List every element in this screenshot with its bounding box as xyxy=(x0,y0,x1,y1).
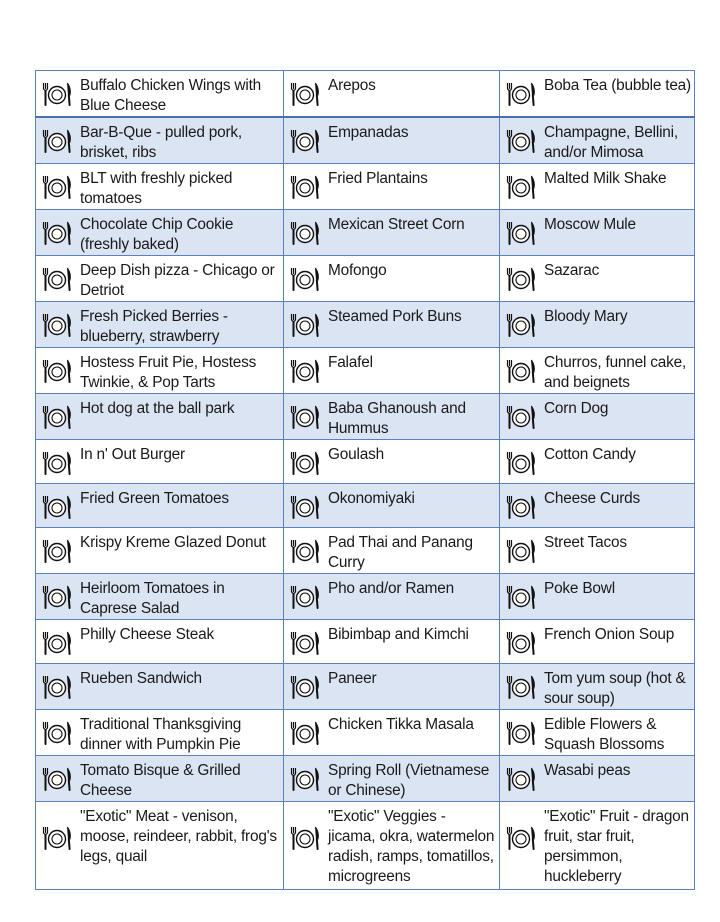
plate-with-fork-and-knife-icon xyxy=(40,584,74,610)
food-cell xyxy=(284,528,500,574)
food-item-label: Wasabi peas xyxy=(544,762,631,779)
food-cell xyxy=(500,117,695,164)
food-cell xyxy=(36,756,284,802)
food-cell xyxy=(284,802,500,890)
plate-with-fork-and-knife-icon xyxy=(40,825,74,851)
food-item xyxy=(284,256,499,292)
food-cell xyxy=(500,71,695,118)
plate-with-fork-and-knife-icon xyxy=(288,220,322,246)
food-item-label: Bloody Mary xyxy=(544,308,628,325)
food-cell xyxy=(36,256,284,302)
food-cell xyxy=(36,302,284,348)
table-row xyxy=(36,256,695,302)
plate-with-fork-and-knife-icon xyxy=(504,584,538,610)
food-item-label: Empanadas xyxy=(328,124,409,141)
table-row xyxy=(36,620,695,664)
food-item-label: Heirloom Tomatoes in Caprese Salad xyxy=(80,580,225,617)
table-row xyxy=(36,210,695,256)
plate-with-fork-and-knife-icon xyxy=(288,358,322,384)
plate-with-fork-and-knife-icon xyxy=(40,312,74,338)
food-item xyxy=(36,756,283,801)
plate-with-fork-and-knife-icon xyxy=(504,720,538,746)
plate-with-fork-and-knife-icon xyxy=(504,630,538,656)
plate-with-fork-and-knife-icon xyxy=(288,630,322,656)
plate-with-fork-and-knife-icon xyxy=(504,358,538,384)
food-cell xyxy=(36,802,284,890)
food-item xyxy=(284,574,499,610)
plate-with-fork-and-knife-icon xyxy=(504,81,538,107)
food-item xyxy=(36,664,283,700)
food-checklist-body xyxy=(36,71,695,890)
food-item-label: Traditional Thanksgiving dinner with Pumpkin Pie xyxy=(80,716,242,753)
plate-with-fork-and-knife-icon xyxy=(40,674,74,700)
food-cell xyxy=(36,210,284,256)
food-cell xyxy=(500,440,695,484)
food-cell xyxy=(284,620,500,664)
food-item-label: Moscow Mule xyxy=(544,216,636,233)
plate-with-fork-and-knife-icon xyxy=(504,766,538,792)
food-item-label: Philly Cheese Steak xyxy=(80,626,214,643)
food-cell xyxy=(36,348,284,394)
plate-with-fork-and-knife-icon xyxy=(288,825,322,851)
food-cell xyxy=(500,756,695,802)
table-row xyxy=(36,394,695,440)
food-item-label: French Onion Soup xyxy=(544,626,675,643)
food-item-label: Churros, funnel cake, and beignets xyxy=(544,354,687,391)
food-item xyxy=(500,620,694,656)
food-item xyxy=(500,118,694,163)
food-item-label: Krispy Kreme Glazed Donut xyxy=(80,534,266,551)
food-cell xyxy=(500,164,695,210)
food-item xyxy=(36,210,283,255)
plate-with-fork-and-knife-icon xyxy=(40,538,74,564)
food-item xyxy=(500,394,694,430)
plate-with-fork-and-knife-icon xyxy=(288,538,322,564)
food-item xyxy=(36,71,283,116)
plate-with-fork-and-knife-icon xyxy=(40,266,74,292)
food-item-label: Mofongo xyxy=(328,262,387,279)
food-cell xyxy=(500,528,695,574)
plate-with-fork-and-knife-icon xyxy=(504,825,538,851)
food-item xyxy=(500,710,694,755)
food-item xyxy=(500,484,694,520)
food-item-label: Steamed Pork Buns xyxy=(328,308,462,325)
food-item-label: Spring Roll (Vietnamese or Chinese) xyxy=(328,762,490,799)
food-item-label: Boba Tea (bubble tea) xyxy=(544,77,691,94)
food-item-label: BLT with freshly picked tomatoes xyxy=(80,170,233,207)
food-item xyxy=(500,528,694,564)
food-item xyxy=(284,164,499,200)
food-item xyxy=(36,302,283,347)
plate-with-fork-and-knife-icon xyxy=(288,174,322,200)
plate-with-fork-and-knife-icon xyxy=(40,766,74,792)
plate-with-fork-and-knife-icon xyxy=(40,404,74,430)
food-item-label: Okonomiyaki xyxy=(328,490,415,507)
food-item-label: Sazarac xyxy=(544,262,600,279)
food-cell xyxy=(500,256,695,302)
plate-with-fork-and-knife-icon xyxy=(288,404,322,430)
food-item xyxy=(36,118,283,163)
food-cell xyxy=(36,440,284,484)
food-item xyxy=(36,164,283,209)
food-cell xyxy=(284,117,500,164)
food-cell xyxy=(500,348,695,394)
table-row xyxy=(36,302,695,348)
food-cell xyxy=(284,664,500,710)
food-cell xyxy=(284,348,500,394)
table-row xyxy=(36,117,695,164)
food-item-label: Tomato Bisque & Grilled Cheese xyxy=(80,762,241,799)
food-cell xyxy=(36,164,284,210)
plate-with-fork-and-knife-icon xyxy=(40,358,74,384)
food-item xyxy=(284,394,499,439)
plate-with-fork-and-knife-icon xyxy=(504,494,538,520)
food-item-label: Cheese Curds xyxy=(544,490,640,507)
table-row xyxy=(36,528,695,574)
plate-with-fork-and-knife-icon xyxy=(504,450,538,476)
food-item-label: Pad Thai and Panang Curry xyxy=(328,534,473,571)
food-item-label: Edible Flowers & Squash Blossoms xyxy=(544,716,665,753)
plate-with-fork-and-knife-icon xyxy=(288,720,322,746)
food-cell xyxy=(36,484,284,528)
food-cell xyxy=(500,210,695,256)
food-item-label: Pho and/or Ramen xyxy=(328,580,454,597)
food-cell xyxy=(500,394,695,440)
plate-with-fork-and-knife-icon xyxy=(40,450,74,476)
food-cell xyxy=(36,574,284,620)
food-item xyxy=(284,756,499,801)
food-item xyxy=(284,802,499,887)
food-item-label: Mexican Street Corn xyxy=(328,216,465,233)
plate-with-fork-and-knife-icon xyxy=(504,538,538,564)
plate-with-fork-and-knife-icon xyxy=(288,266,322,292)
food-item xyxy=(36,802,283,867)
food-cell xyxy=(284,302,500,348)
food-item-label: Poke Bowl xyxy=(544,580,615,597)
food-item xyxy=(284,710,499,746)
food-item-label: Corn Dog xyxy=(544,400,609,417)
food-checklist-table xyxy=(35,70,695,890)
plate-with-fork-and-knife-icon xyxy=(504,128,538,154)
food-item-label: Street Tacos xyxy=(544,534,627,551)
food-item xyxy=(500,71,694,107)
plate-with-fork-and-knife-icon xyxy=(288,494,322,520)
food-item xyxy=(36,394,283,430)
plate-with-fork-and-knife-icon xyxy=(504,404,538,430)
table-row xyxy=(36,664,695,710)
plate-with-fork-and-knife-icon xyxy=(40,630,74,656)
food-item xyxy=(500,756,694,792)
food-item-label: Hot dog at the ball park xyxy=(80,400,235,417)
food-item-label: Rueben Sandwich xyxy=(80,670,202,687)
plate-with-fork-and-knife-icon xyxy=(40,494,74,520)
food-cell xyxy=(284,164,500,210)
food-item-label: Fried Plantains xyxy=(328,170,428,187)
food-item xyxy=(500,664,694,709)
food-item xyxy=(36,620,283,656)
food-cell xyxy=(500,802,695,890)
food-item xyxy=(500,302,694,338)
food-item-label: "Exotic" Meat - venison, moose, reindeer, rabbit, frog's legs, quail xyxy=(80,808,277,865)
food-cell xyxy=(284,574,500,620)
food-item-label: Tom yum soup (hot & sour soup) xyxy=(544,670,686,707)
food-item xyxy=(284,348,499,384)
food-item-label: Hostess Fruit Pie, Hostess Twinkie, & Pop Tarts xyxy=(80,354,257,391)
food-cell xyxy=(36,117,284,164)
food-item-label: Champagne, Bellini, and/or Mimosa xyxy=(544,124,678,161)
plate-with-fork-and-knife-icon xyxy=(288,81,322,107)
food-item xyxy=(36,484,283,520)
food-item xyxy=(500,164,694,200)
plate-with-fork-and-knife-icon xyxy=(40,220,74,246)
food-item-label: Malted Milk Shake xyxy=(544,170,667,187)
plate-with-fork-and-knife-icon xyxy=(504,266,538,292)
food-item-label: Arepos xyxy=(328,77,376,94)
food-cell xyxy=(36,620,284,664)
table-row xyxy=(36,440,695,484)
plate-with-fork-and-knife-icon xyxy=(40,81,74,107)
table-row xyxy=(36,164,695,210)
table-row xyxy=(36,802,695,890)
plate-with-fork-and-knife-icon xyxy=(504,220,538,246)
food-cell xyxy=(500,664,695,710)
plate-with-fork-and-knife-icon xyxy=(40,128,74,154)
food-item-label: Goulash xyxy=(328,446,384,463)
food-cell xyxy=(36,710,284,756)
food-item-label: Chicken Tikka Masala xyxy=(328,716,474,733)
food-item-label: Chocolate Chip Cookie (freshly baked) xyxy=(80,216,234,253)
food-item xyxy=(36,528,283,564)
food-item xyxy=(500,574,694,610)
food-item xyxy=(284,71,499,107)
food-item-label: "Exotic" Fruit - dragon fruit, star fruit, persimmon, huckleberry xyxy=(544,808,689,885)
food-cell xyxy=(500,710,695,756)
food-cell xyxy=(500,302,695,348)
table-row xyxy=(36,710,695,756)
food-cell xyxy=(284,710,500,756)
food-cell xyxy=(284,756,500,802)
food-item xyxy=(284,620,499,656)
food-item-label: Bar-B-Que - pulled pork, brisket, ribs xyxy=(80,124,243,161)
food-item-label: "Exotic" Veggies - jicama, okra, watermelon radish, ramps, tomatillos, microgreens xyxy=(328,808,495,885)
food-item xyxy=(36,710,283,755)
plate-with-fork-and-knife-icon xyxy=(288,584,322,610)
plate-with-fork-and-knife-icon xyxy=(504,174,538,200)
food-item xyxy=(36,256,283,301)
table-row xyxy=(36,756,695,802)
food-item xyxy=(284,484,499,520)
food-cell xyxy=(284,394,500,440)
table-row xyxy=(36,348,695,394)
food-cell xyxy=(284,210,500,256)
table-row xyxy=(36,484,695,528)
food-item xyxy=(284,440,499,476)
food-cell xyxy=(36,664,284,710)
food-cell xyxy=(284,440,500,484)
food-cell xyxy=(284,256,500,302)
food-item-label: Paneer xyxy=(328,670,377,687)
table-row xyxy=(36,71,695,118)
food-item-label: Bibimbap and Kimchi xyxy=(328,626,469,643)
food-item-label: Fried Green Tomatoes xyxy=(80,490,229,507)
food-item xyxy=(284,528,499,573)
food-cell xyxy=(36,528,284,574)
food-item xyxy=(500,348,694,393)
food-item xyxy=(36,574,283,619)
food-item xyxy=(500,256,694,292)
food-cell xyxy=(500,574,695,620)
food-item-label: Cotton Candy xyxy=(544,446,636,463)
plate-with-fork-and-knife-icon xyxy=(288,312,322,338)
plate-with-fork-and-knife-icon xyxy=(40,174,74,200)
plate-with-fork-and-knife-icon xyxy=(288,128,322,154)
food-item xyxy=(36,440,283,476)
plate-with-fork-and-knife-icon xyxy=(288,766,322,792)
food-cell xyxy=(500,620,695,664)
plate-with-fork-and-knife-icon xyxy=(288,450,322,476)
food-cell xyxy=(284,484,500,528)
food-item-label: Falafel xyxy=(328,354,373,371)
food-item-label: Baba Ghanoush and Hummus xyxy=(328,400,466,437)
table-row xyxy=(36,574,695,620)
food-item xyxy=(500,802,694,887)
plate-with-fork-and-knife-icon xyxy=(40,720,74,746)
plate-with-fork-and-knife-icon xyxy=(288,674,322,700)
food-item xyxy=(284,210,499,246)
food-item xyxy=(36,348,283,393)
food-item xyxy=(284,118,499,154)
plate-with-fork-and-knife-icon xyxy=(504,674,538,700)
food-item-label: Deep Dish pizza - Chicago or Detriot xyxy=(80,262,275,299)
food-cell xyxy=(36,71,284,118)
food-item xyxy=(284,302,499,338)
food-item xyxy=(284,664,499,700)
food-item xyxy=(500,210,694,246)
food-cell xyxy=(36,394,284,440)
food-item-label: Fresh Picked Berries - blueberry, strawberry xyxy=(80,308,228,345)
food-cell xyxy=(500,484,695,528)
food-cell xyxy=(284,71,500,118)
food-item-label: In n' Out Burger xyxy=(80,446,185,463)
food-item xyxy=(500,440,694,476)
food-item-label: Buffalo Chicken Wings with Blue Cheese xyxy=(80,77,261,114)
plate-with-fork-and-knife-icon xyxy=(504,312,538,338)
